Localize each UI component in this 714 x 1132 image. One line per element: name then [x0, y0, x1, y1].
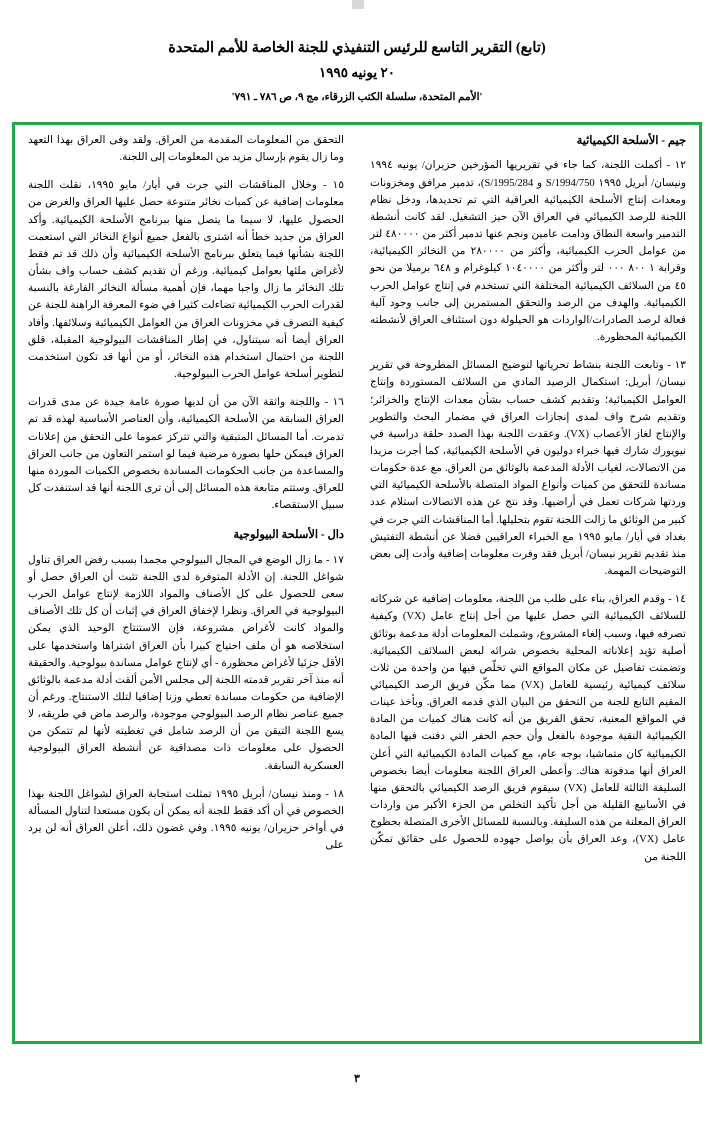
- paragraph: ١٨ - ومنذ نيسان/ أبريل ١٩٩٥ تمثلت استجابة العراق لشواغل اللجنة بهذا الخصوص في أن أكد فقط للجنة أنه يمكن أن يكون مستعدا لتناول المسألة في أواخر حزيران/ يونيه ١٩٩٥. وفي غضون ذلك، أعلن العراق أنه لن يرد على: [28, 788, 344, 852]
- paragraph: التحقق من المعلومات المقدمة من العراق. ولقد وفى العراق بهذا التعهد وما زال يقوم بإرسال مزيد من المعلومات إلى اللجنة.: [28, 135, 344, 164]
- paragraph: ١٣ - وتابعت اللجنة بنشاط تحرياتها لتوضيح المسائل المطروحة في تقرير نيسان/ أبريل: استكمال الرصيد المادي من السلائف المستوردة وإنتاج العوامل الكيميائية؛ وتقديم كشف حساب بشأن معدات الإنتاج والخزائر؛ وتقديم شرح واف لمدى إنجازات العراق في مضمار البحث والتطوير والإنتاج لغاز الأعصاب (VX). وعقدت اللجنة بهذا الصدد حلقة دراسية في نيويورك شارك فيها خبراء دوليون في الأسلحة الكيميائية، كما أجرت مزيدا من الاتصالات، لغياب الأدلة المدعمة بالوثائق من العراق. مع عدة حكومات مساندة للتحقق من كميات وأنواع المواد المتصلة بالأسلحة الكيميائية التي وردتها شركات تعمل في أراضيها. وقد نتج عن هذه الاتصالات استلام عدد كبير من الوثائق ما زالت اللجنة تقوم بتحليلها. أما المناقشات التي جرت في بغداد في أيار/ مايو ١٩٩٥ مع الخبراء العراقيين فضلا عن أنشطة التفتيش منذ تقديم تقرير نيسان/ أبريل فقد وفرت معلومات إضافية وأدت إلى بعض التوضيحات المهمة.: [370, 360, 686, 578]
- page-title: (تابع) التقرير التاسع للرئيس التنفيذي للجنة الخاصة للأمم المتحدة: [168, 40, 546, 56]
- left-column: [28, 132, 344, 1032]
- paragraph: ١٢ - أكملت اللجنة، كما جاء في تقريريها المؤرخين حزيران/ يونيه ١٩٩٤ ونيسان/ أبريل ١٩٩٥ S/1994/750 و S/1995/284)، تدمير مرافق ومخزونات ومعدات إنتاج الأسلحة الكيميائية العراقية التي تم تحديدها، ودخل نظام اللجنة للرصد الكيميائي في العراق الآن حيز التشغيل. لقد كانت أنشطة التدمير واسعة النطاق ودامت عامين ونجم عنها تدمير أكثر من ٤٨٠٠٠٠ لتر من عوامل الحرب الكيميائية، وأكثر من ٢٨٠٠٠٠ من النخائر الكيميائية، وقرابة ١ ٨٠٠ ٠٠٠ لتر وأكثر من ١٠٤٠٠٠٠ كيلوغرام و ٦٤٨ برميلا من نحو ٤٥ من السلائف الكيميائية المختلفة التي تستخدم في إنتاج عوامل الحرب الكيميائية. والهدف من الرصد والتحقق المستمرين إلى جانب وجود آلية فعالة لرصد الصادرات/الواردات هو الحيلولة دون استئناف العراق لأنشطته الكيميائية المحظورة.: [370, 160, 686, 344]
- right-column: [370, 132, 686, 1032]
- document-source: 'الأمم المتحدة، سلسلة الكتب الزرقاء، مج ٩، ص ٧٨٦ ـ ٧٩١': [231, 92, 483, 104]
- document-date: ٢٠ يونيه ١٩٩٥: [318, 65, 396, 81]
- page-edge-mark: [352, 0, 364, 9]
- page-number: ٣: [354, 1073, 360, 1085]
- paragraph: ١٤ - وقدم العراق، بناء على طلب من اللجنة، معلومات إضافية عن شركاته للسلائف الكيميائية التي حصل عليها من أجل إنتاج عامل (VX) وكيفية تصرفه فيها، وسبب إلغاء المشروع، وشملت المعلومات أدلة مدعمة بوثائق أصلية تؤيد إعلاناته المحلية بخصوص شرائه لبعض السلائف الكيميائية. وتضمنت تفاصيل عن مكان المواقع التي تخلّص فيها من واحدة من ثلاث سلائف كيميائية رئيسية للعامل (VX) مما مكّن فريق الرصد الكيميائي المقيم التابع للجنة من التحقق من البيان الذي قدمه العراق. وبأخذ عينات في المواقع المعنية، تحقق الفريق من أنه كانت هناك كميات من المادة الكيميائية النقية موجودة بالفعل وأن حجم الحفر التي دفنت فيها المادة الكيميائية كان متماشيا، بوجه عام، مع كميات المادة الكيميائية التي أعلن العراق أنها مدفونة هناك. وأعطى العراق اللجنة معلومات أيضا بخصوص السليفة الثالثة للعامل (VX) سيقوم فريق الرصد الكيميائي بالتحقق منها في الأسابيع القليلة من أجل تأكيد التخلص من الجزء الأكبر من واردات العراق المعلنة من هذه السليفة. وبالنسبة للمسائل الأخرى المتصلة بحظوج عامل (VX)، وعد العراق بأن يواصل جهوده للحصول على حقائق تمكّن اللجنة من: [370, 594, 686, 863]
- section-heading-chemical-weapons: جيم - الأسلحة الكيميائية: [576, 135, 686, 147]
- section-heading-biological-weapons: دال - الأسلحة البيولوجية: [233, 529, 344, 542]
- paragraph: ١٥ - وخلال المناقشات التي جرت في أيار/ مايو ١٩٩٥، نقلت اللجنة معلومات إضافية عن كميات نخائر متنوعة حصل عليها العراق والغرض من الحصول عليها، لا سيما ما يتصل منها ببرنامج الأسلحة الكيميائية. وأكد العراق من جديد خطأ أنه اشترى بالفعل جميع أنواع النخائر التي استعمت اللجنة بشأنها فيما يتعلق ببرنامج الأسلحة الكيميائية وأن ذلك قد تم فقط لأغراض ملئها بعوامل كيميائية. ورغم أن تقديم كشف حساب واف بشأن تلك النخائر ما زال واجبا مهما، فإن أهمية مسألة النخائر الفارغة بالنسبة لقدرات الحرب الكيميائية تضاءلت كثيرا في ضوء المعرفة الراهنة للجنة عن كيفية التصرف في مخزونات العراق من العوامل الكيميائية وسلائفها. وأفاد العراق أيضا أنه سيتناول، في إطار المناقشات البيولوجية المقبلة، قلق اللجنة من احتمال استخدام هذه النخائر، أو من أنها قد تكون استخدمت لتطوير أسلحة عوامل الحرب البيولوجية.: [28, 180, 345, 381]
- paragraph: ١٦ - واللجنة واثقة الآن من أن لديها صورة عامة جيدة عن مدى قدرات العراق السابقة من الأسلحة الكيميائية، وأن العناصر الأساسية لهذه قد تم تدمرت. أما المسائل المتبقية والتي تتركز عموما على التحقق من إعلانات العراق فيمكن حلها بصورة مرضية فيما لو استمر التعاون من جانب العراق والمساعدة من جانب الحكومات المساندة بخصوص الكميات الموردة منها للعراق. وستتم متابعة هذه المسائل إلى أن ترى اللجنة أنها قد استنفدت كل سبيل الاستقصاء.: [28, 397, 344, 512]
- text-columns: [28, 132, 686, 1032]
- paragraph: ١٧ - ما زال الوضع في المجال البيولوجي مجمدا بسبب رفض العراق تناول شواغل اللجنة. إن الأدلة المتوفرة لدى اللجنة تثبت أن العراق حصل أو سعى للحصول على كل الأصناف والمواد اللازمة لإنتاج عوامل الحرب البيولوجية في العراق. ونظرا لإخفاق العراق في إثبات أن كل تلك الأصناف والمواد كانت لأغراض مشروعة، فإن الاستنتاج الوحيد الذي يمكن استخلاصه هو أن ملف احتياج كبيرا بأن العراق اشتراها واستخدمها على الأقل جزئيا لأغراض محظورة - أي لإنتاج عوامل مساندة بيولوجية. والحقيقة أنه منذ آخر تقرير قدمته اللجنة إلى مجلس الأمن ألقت أدلة مدعمة بالوثائق الإضافية من حكومات مساندة تعطي وزنا إضافيا لتلك الاستنتاج. ورغم أن جميع عناصر نظام الرصد البيولوجي موجودة، والرصد ماض في طريقه، لا يسع اللجنة التيقن من أن الرصد شامل في تغطيته لأنها لم تتمكن من الحصول على معلومات ذات مصداقية عن أنشطة العراق البيولوجية العسكرية السابقة.: [28, 554, 344, 772]
- document-header: [0, 38, 714, 103]
